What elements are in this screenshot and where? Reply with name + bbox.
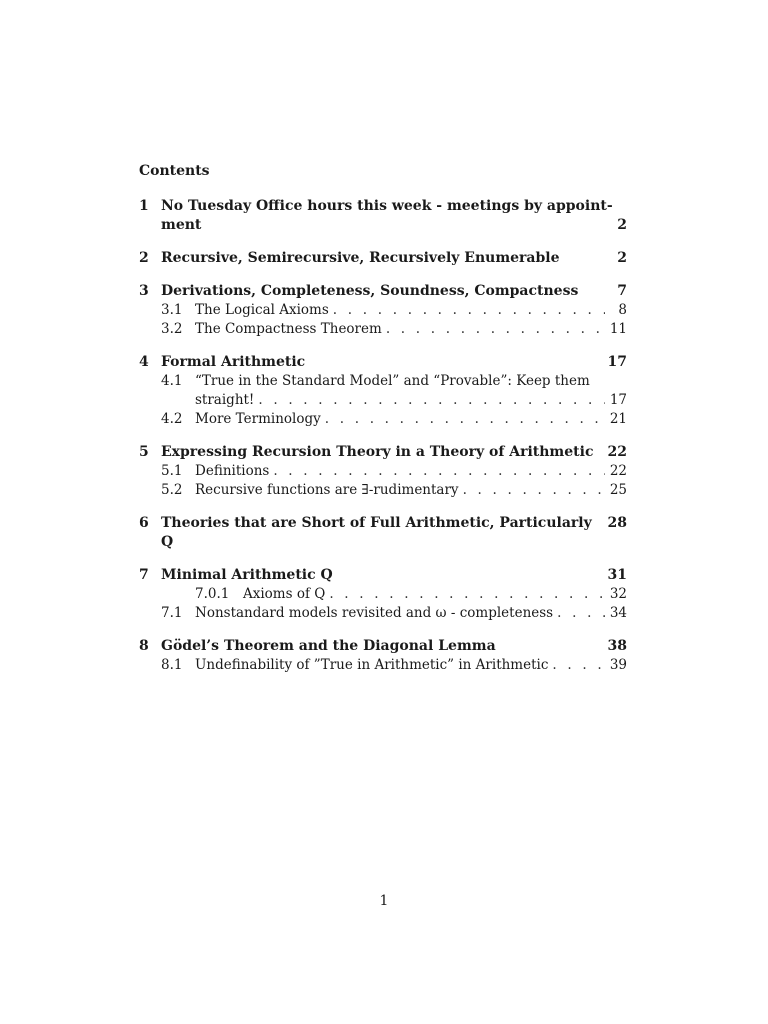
- table-of-contents: [139, 197, 627, 689]
- dot-leader: [321, 410, 605, 429]
- section-title: Gödel’s Theorem and the Diagonal Lemma: [161, 638, 496, 654]
- section-title: Theories that are Short of Full Arithmetic, Particularly Q: [161, 515, 592, 550]
- toc-subsection-row[interactable]: [139, 656, 627, 675]
- subsection-number: 5.1: [161, 463, 183, 479]
- section-page: 28: [607, 515, 627, 531]
- contents-heading: Contents: [139, 163, 210, 179]
- section-page: 2: [617, 217, 627, 233]
- subsection-number: 3.2: [161, 321, 183, 337]
- toc-section-8: [139, 637, 627, 675]
- subsection-number: 5.2: [161, 482, 183, 498]
- dot-leader: [329, 301, 605, 320]
- subsection-page: 21: [609, 411, 627, 427]
- toc-section-row[interactable]: [139, 566, 627, 585]
- toc-section-2: [139, 249, 627, 268]
- toc-subsection-row[interactable]: [139, 481, 627, 500]
- subsection-number: 8.1: [161, 657, 183, 673]
- toc-section-6: [139, 514, 627, 552]
- subsection-page: 25: [609, 482, 627, 498]
- subsection-title: “True in the Standard Model” and “Provable”: Keep them: [195, 373, 590, 389]
- dot-leader: [553, 604, 605, 623]
- toc-section-row[interactable]: [139, 637, 627, 656]
- section-number: 4: [139, 354, 149, 370]
- subsection-number: 3.1: [161, 302, 183, 318]
- dot-leader: [459, 481, 605, 500]
- section-title: Derivations, Completeness, Soundness, Compactness: [161, 283, 579, 299]
- section-title: Formal Arithmetic: [161, 354, 306, 370]
- subsection-title: Nonstandard models revisited and ω - completeness: [195, 605, 554, 621]
- toc-section-5: [139, 443, 627, 500]
- toc-section-7: [139, 566, 627, 623]
- subsection-page: 8: [618, 302, 627, 318]
- section-title: Expressing Recursion Theory in a Theory of Arithmetic: [161, 444, 594, 460]
- section-number: 8: [139, 638, 149, 654]
- section-page: 7: [617, 283, 627, 299]
- subsection-page: 32: [609, 586, 627, 602]
- dot-leader: [325, 585, 605, 604]
- toc-subsubsection-row[interactable]: [139, 585, 627, 604]
- toc-section-4: [139, 353, 627, 429]
- toc-subsection-row[interactable]: [139, 604, 627, 623]
- section-page: 17: [607, 354, 627, 370]
- subsection-page: 22: [609, 463, 627, 479]
- toc-section-1: [139, 197, 627, 235]
- subsection-number: 4.2: [161, 411, 183, 427]
- subsection-title: Recursive functions are ∃-rudimentary: [195, 482, 459, 498]
- toc-section-row[interactable]: [139, 514, 627, 552]
- toc-section-row[interactable]: [139, 282, 627, 301]
- subsection-page: 39: [609, 657, 627, 673]
- toc-section-row[interactable]: [139, 353, 627, 372]
- section-number: 6: [139, 515, 149, 531]
- subsection-page: 17: [609, 392, 627, 408]
- toc-section-row[interactable]: [139, 197, 627, 216]
- dot-leader: [548, 656, 605, 675]
- dot-leader: [254, 391, 605, 410]
- toc-section-row[interactable]: [139, 443, 627, 462]
- section-title: Recursive, Semirecursive, Recursively Enumerable: [161, 250, 560, 266]
- section-number: 7: [139, 567, 149, 583]
- toc-section-row[interactable]: [139, 249, 627, 268]
- subsection-title: Undefinability of ”True in Arithmetic” in Arithmetic: [195, 657, 549, 673]
- section-number: 1: [139, 198, 149, 214]
- subsection-number: 4.1: [161, 373, 183, 389]
- section-number: 2: [139, 250, 149, 266]
- subsection-title: More Terminology: [195, 411, 321, 427]
- toc-subsection-row[interactable]: [139, 410, 627, 429]
- subsection-title-continued: straight!: [195, 392, 255, 408]
- subsubsection-number: 7.0.1: [195, 586, 230, 602]
- toc-subsection-row[interactable]: [139, 372, 627, 391]
- section-title: No Tuesday Office hours this week - meetings by appoint-: [161, 198, 613, 214]
- dot-leader: [382, 320, 605, 339]
- dot-leader: [269, 462, 605, 481]
- toc-section-3: [139, 282, 627, 339]
- subsection-title: Definitions: [195, 463, 270, 479]
- toc-subsection-row[interactable]: [139, 320, 627, 339]
- subsection-number: 7.1: [161, 605, 183, 621]
- section-title-continued: ment: [161, 217, 202, 233]
- toc-subsection-row[interactable]: [139, 462, 627, 481]
- toc-subsection-row-continued[interactable]: [139, 391, 627, 410]
- section-number: 5: [139, 444, 149, 460]
- page-number: 1: [379, 893, 389, 909]
- subsection-title: The Compactness Theorem: [195, 321, 382, 337]
- toc-subsection-row[interactable]: [139, 301, 627, 320]
- section-page: 38: [607, 638, 627, 654]
- subsection-title: The Logical Axioms: [195, 302, 329, 318]
- section-number: 3: [139, 283, 149, 299]
- toc-section-row-continued[interactable]: [139, 216, 627, 235]
- section-page: 2: [617, 250, 627, 266]
- subsection-page: 11: [609, 321, 627, 337]
- section-page: 31: [607, 567, 627, 583]
- section-page: 22: [607, 444, 627, 460]
- subsection-page: 34: [609, 605, 627, 621]
- subsubsection-title: Axioms of Q: [243, 586, 326, 602]
- section-title: Minimal Arithmetic Q: [161, 567, 333, 583]
